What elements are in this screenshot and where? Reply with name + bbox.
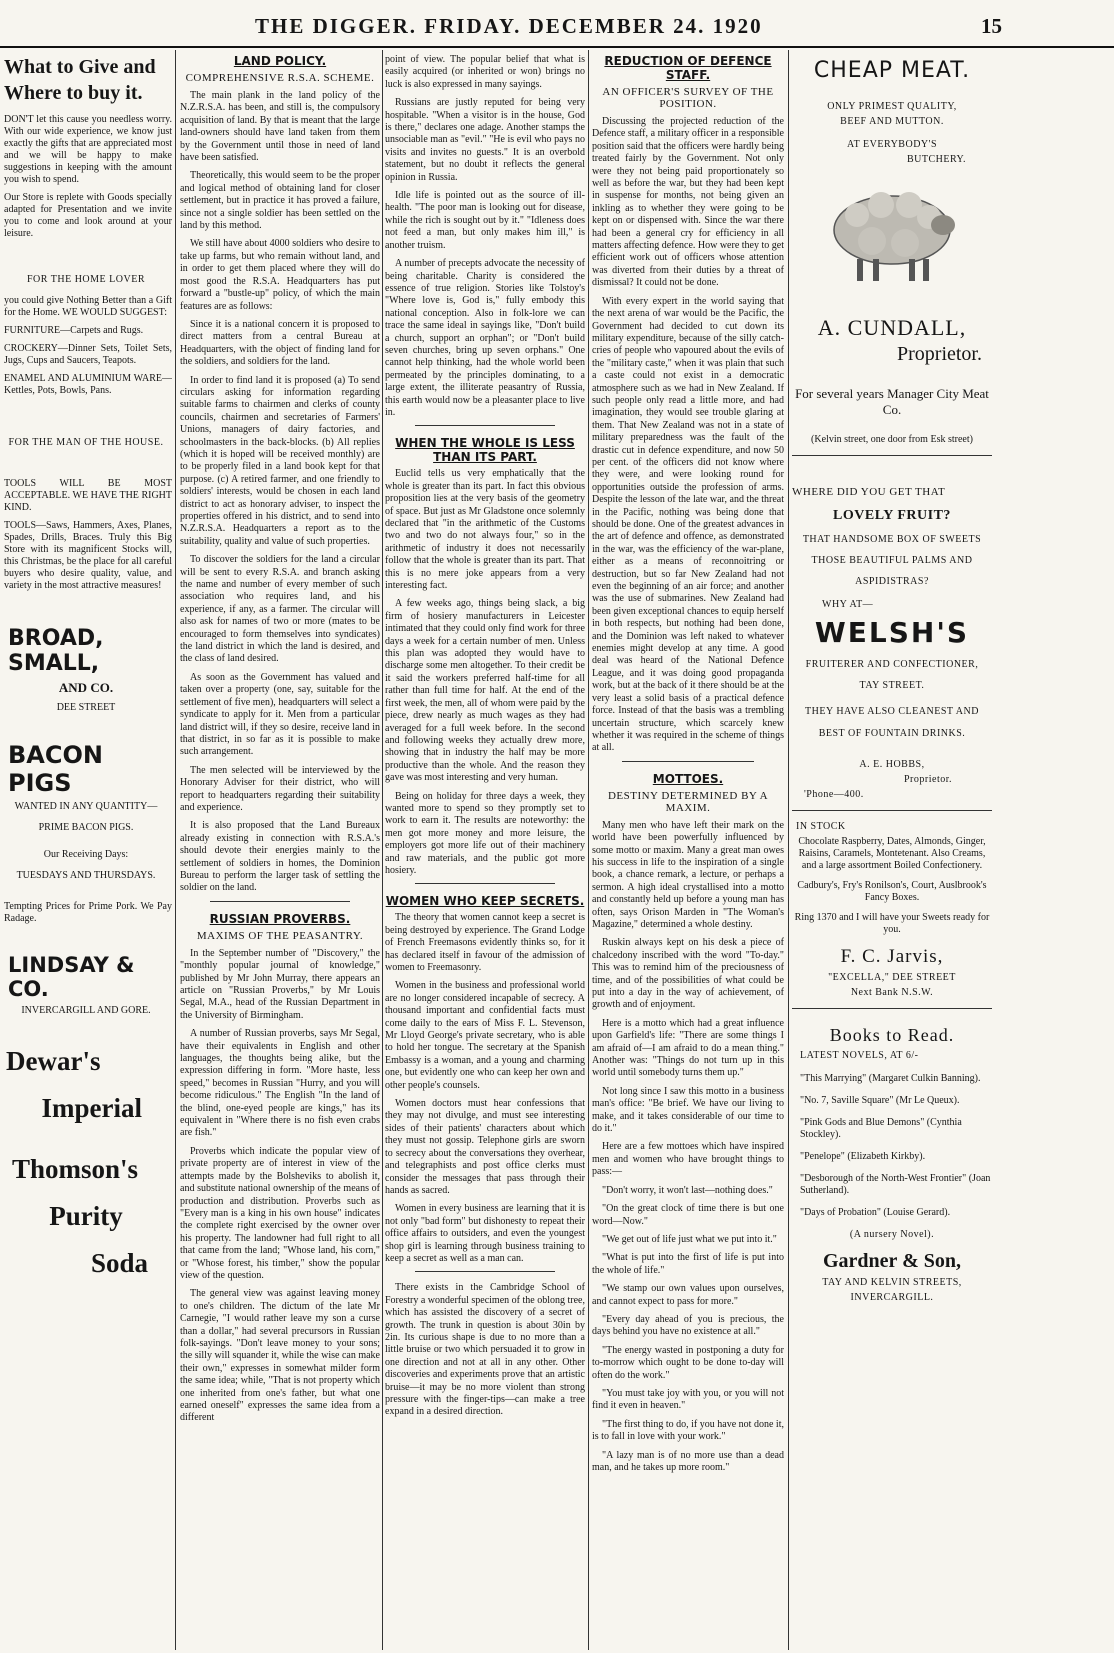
fruit-ad-line: THOSE BEAUTIFUL PALMS AND bbox=[811, 555, 973, 566]
motto-line: "A lazy man is of no more use than a dead man, and he takes up more room." bbox=[592, 1449, 784, 1473]
fruit-ad-line: THAT HANDSOME BOX OF SWEETS bbox=[802, 534, 982, 545]
article-paragraph: With every expert in the world saying that the next arena of war would be the Pacific, the Government had decided to cut down its military expenditure, because of the silly catch-cries of people who vapoured about the evils of the "military caste," when it was plain that such a caste could not exist in a democratic atmosphere such as we had in New Zealand. If such people only read a little more, and had imagination, they would see trouble glaring at them. That New Zealand was not in a state of military preparedness was the fault of the drastic cut in defence expenditure, and now 50 per cent. of the officers did not know where they were, and were looking round for opportunities outside the profession of arms. Despite the lesson of the late war, and the threat in the Pacific, nothing was being done that should be done. One of the greatest advances in the art of defence and offence, as demonstrated in the war, was the efficiency of the war-plane, either as a means of reconnoitring or destruction, but so far New Zealand had not even the beginning of an air force; and another was the use of submarines. New Zealand had been given exceptional chances to equip herself in both respects, but nothing had been done, and the Dominion was left naked to whatever enemies might develop at any time. A good deal was heard of the National Defence League, and it was doing good propaganda work, but at the back of it there should be at the very least a solid basis of a practical defence force. Instead of that the basis was a trembling uncertain structure, which scarcely knew whether it was required in the scheme of things at all. bbox=[592, 295, 784, 754]
fruit-ad-question: WHERE DID YOU GET THAT bbox=[792, 486, 946, 498]
thomsons-ad-line: Thomson's bbox=[12, 1154, 139, 1184]
lindsay-name: LINDSAY & CO. bbox=[8, 953, 135, 1001]
column-advertisements-left bbox=[0, 54, 172, 1295]
article-paragraph: We still have about 4000 soldiers who desire to take up farms, but who remain without land, and in order to get them placed where they will do most good the R.S.A. Headquarters has put forward a "bustle-up" policy, of which the main features are as follows: bbox=[180, 238, 380, 312]
article-paragraph: Since it is a national concern it is proposed to direct matters from a central Bureau at Headquarters, with the object of finding land for the soldiers, and soldiers for the land. bbox=[180, 318, 380, 368]
divider bbox=[792, 1008, 992, 1009]
dewars-ad-line: Dewar's bbox=[6, 1046, 101, 1076]
bacon-pigs-heading: BACON PIGS bbox=[8, 741, 103, 797]
article-paragraph: Ruskin always kept on his desk a piece of chalcedony inscribed with the word "To-day." This was to remind him of the preciousness of time, and of the possibilities of what could be put into a day in the way of achievement, of growth and of enjoyment. bbox=[592, 937, 784, 1011]
masthead bbox=[0, 0, 1114, 48]
stock-list: Chocolate Raspberry, Dates, Almonds, Ginger, Raisins, Caramels, Montetenant. Also Creams, and a large assortment Boiled Confectionery. bbox=[798, 836, 986, 871]
column-defence-and-mottoes bbox=[592, 54, 784, 1480]
article-paragraph: Euclid tells us very emphatically that the whole is greater than its part. In fact this obvious proposition lies at the very basis of the geometry of space. But just as Mr Gladstone once solemnly declared that "in the arithmetic of the Customs two and two do not always four," so in the arithmetic of industry it does not necessarily follow that the whole is greater than its part. That this is no mere joke appears from a very interesting fact. bbox=[385, 468, 585, 592]
book-item: "No. 7, Saville Square" (Mr Le Queux). bbox=[800, 1095, 960, 1106]
jarvis-name: F. C. Jarvis, bbox=[840, 946, 944, 967]
column-rule bbox=[588, 50, 589, 1650]
article-headline: RUSSIAN PROVERBS. bbox=[209, 911, 351, 926]
article-paragraph: A number of Russian proverbs, says Mr Segal, have their equivalents in English and other languages, the thoughts being alike, but the expression differing in form. "More haste, less speed," becomes in Russian "Hurry, and you will become ridiculous." The English "In the land of the blind, one-eyed people are kings," has its equivalent in "Where there is no fish even crabs are fish." bbox=[180, 1028, 380, 1139]
welsh-phone: 'Phone—400. bbox=[804, 789, 864, 800]
gardner-address: TAY AND KELVIN STREETS, bbox=[822, 1277, 962, 1288]
article-headline: MOTTOES. bbox=[652, 771, 724, 786]
welsh-line: FRUITERER AND CONFECTIONER, bbox=[805, 659, 979, 670]
motto-line: "The first thing to do, if you have not done it, is to fall in love with your work." bbox=[592, 1418, 784, 1443]
jarvis-address: "EXCELLA," DEE STREET bbox=[828, 972, 956, 983]
article-paragraph: The men selected will be interviewed by the Honorary Adviser for their district, who will report to headquarters regarding their suitability and experience. bbox=[180, 764, 380, 813]
books-nursery: (A nursery Novel). bbox=[849, 1229, 935, 1240]
gift-ad-text: Our Store is replete with Goods specially adapted for Presentation and we invite you to come and look around at your leisure. bbox=[4, 192, 172, 239]
stock-brands: Cadbury's, Fry's Ronilson's, Court, Auslbrook's Fancy Boxes. bbox=[797, 880, 987, 903]
in-stock-heading: IN STOCK bbox=[796, 821, 846, 832]
welsh-owner: A. E. HOBBS, bbox=[859, 759, 925, 770]
article-paragraph: The theory that women cannot keep a secret is being destroyed by experience. The Grand Lodge of French Freemasons evidently thinks so, for it has declared itself in favour of the admission of women to Freemasonry. bbox=[385, 912, 585, 973]
motto-line: "We stamp our own values upon ourselves, and cannot expect to pass for more." bbox=[592, 1283, 784, 1307]
motto-line: "Every day ahead of you is precious, the days behind you have no existence at all." bbox=[592, 1313, 784, 1338]
article-headline: WHEN THE WHOLE IS LESS THAN ITS PART. bbox=[395, 436, 575, 465]
article-subhead: AN OFFICER'S SURVEY OF THE POSITION. bbox=[602, 86, 774, 110]
thomsons-ad-line: Soda bbox=[90, 1248, 148, 1278]
divider bbox=[415, 1271, 555, 1272]
article-headline: WOMEN WHO KEEP SECRETS. bbox=[385, 894, 585, 909]
meat-ad-line: BUTCHERY. bbox=[906, 154, 966, 165]
jarvis-next: Next Bank N.S.W. bbox=[850, 987, 934, 998]
motto-line: "Don't worry, it won't last—nothing does." bbox=[602, 1184, 773, 1196]
welsh-line: TAY STREET. bbox=[859, 680, 925, 691]
lindsay-address: INVERCARGILL AND GORE. bbox=[21, 1005, 151, 1016]
article-paragraph: Idle life is pointed out as the source of ill-health. "The poor man is looking out for disease, while the rich is sought out by it." "Idleness does not feed a man, but only makes him ill," is another truism. bbox=[385, 190, 585, 251]
page-number: 15 bbox=[981, 14, 1002, 38]
article-paragraph: Women in every business are learning that it is not only "bad form" but dishonesty to repeat their office affairs to outsiders, and even the youngest shop girl is learning through business training to keep a secret as well as a man can. bbox=[385, 1203, 585, 1264]
article-paragraph: As soon as the Government has valued and taken over a property (one, say, suitable for the settlement of five men), headquarters will select a syndicate to apply for it. Men from a particular land district will, if they so desire, receive land in that district, in so far as it is possible to make such arrangement. bbox=[180, 671, 380, 758]
book-item: "Desborough of the North-West Frontier" (Joan Sutherland). bbox=[800, 1173, 991, 1196]
sheep-illustration bbox=[817, 175, 967, 295]
article-paragraph: Russians are justly reputed for being very hospitable. "When a visitor is in the house, God is there," declares one adage. Another stamps the unsociable man as "evil." "He is evil who pays no visits and invites no guests." It is an overbold statement, but no doubt it reflects the general opinion in Russia. bbox=[385, 97, 585, 183]
fruit-ad-line: WHY AT— bbox=[822, 599, 874, 610]
article-paragraph: Being on holiday for three days a week, they wanted more to spend so they promptly set to work to earn it. The results are noteworthy: the men got more money and more leisure, the employers got more life out of their machinery and raw materials, and the public got more hosiery. bbox=[385, 790, 585, 876]
broad-small-name: BROAD, SMALL, bbox=[8, 626, 104, 676]
tools-text: TOOLS—Saws, Hammers, Axes, Planes, Spades, Drills, Braces. Truly this Big Store with its magnificent Stocks will, this Christmas, be the place for all careful buyers who desire quality, value, and variety in the most attractive measures! bbox=[4, 520, 172, 591]
lovely-fruit: LOVELY FRUIT? bbox=[833, 508, 951, 523]
gardner-town: INVERCARGILL. bbox=[850, 1292, 934, 1303]
bacon-wanted: WANTED IN ANY QUANTITY— bbox=[14, 801, 158, 812]
article-paragraph: A few weeks ago, things being slack, a big firm of hosiery manufacturers in Leicester intimated that they could only find work for three days a week for a certain number of men. Unless this plan was adopted they would have to discharge some men altogether. To their credit be it said the workers preferred half-time for all rather than full time for half. At the end of the first week, the men, all of whom were paid by the piece, drew nearly as much wages as they had averaged for a full week before. In the second and following weeks they actually drew more, showing that in industry the half may be more productive than the whole. And the reason they gave was most interesting and very human. bbox=[385, 598, 585, 784]
article-paragraph: Proverbs which indicate the popular view of private property are of interest in view of the attempts made by the Bolsheviks to abolish it, and substitute national ownership of the means of production and distribution. Proverbs such as "Every man is a king in his own house" indicates the complete right exercised by the owner over his property. The landowner had full right to all that came from the land; "Whose land, his corn," or "Whose forest, his timber," show the popular view of the question. bbox=[180, 1145, 380, 1281]
gift-ad-text: DON'T let this cause you needless worry. With our wide experience, we know just exactly the gifts that are appreciated most and we will be happy to make suggestions in keeping with the amount you wish to spend. bbox=[4, 114, 172, 185]
meat-ad-line: BEEF AND MUTTON. bbox=[840, 116, 944, 127]
article-subhead: MAXIMS OF THE PEASANTRY. bbox=[196, 929, 364, 942]
motto-line: "On the great clock of time there is but one word—Now." bbox=[592, 1203, 784, 1227]
man-of-house-heading: FOR THE MAN OF THE HOUSE. bbox=[8, 437, 164, 448]
article-paragraph: point of view. The popular belief that what is easily acquired (or inherited or won) brings no luck is also expressed in many sayings. bbox=[385, 54, 585, 90]
meat-ad-line: ONLY PRIMEST QUALITY, bbox=[827, 101, 957, 112]
cundall-address: (Kelvin street, one door from Esk street) bbox=[811, 434, 973, 445]
bacon-days: TUESDAYS AND THURSDAYS. bbox=[16, 870, 156, 881]
cundall-proprietor: Proprietor. bbox=[897, 343, 982, 365]
article-paragraph: To discover the soldiers for the land a circular will be sent to every R.S.A. and branch asking the name and number of every member of such association who requires land, and his experience, if any, as a farmer. The circular will also ask for names of two or more (mates to be encouraged to form themselves into syndicates) the land district in which the land is desired, and the class of land desired. bbox=[180, 554, 380, 665]
newspaper-title: THE DIGGER. FRIDAY. DECEMBER 24. 1920 bbox=[255, 14, 763, 38]
book-item: "Pink Gods and Blue Demons" (Cynthia Stockley). bbox=[800, 1117, 962, 1140]
column-rule bbox=[382, 50, 383, 1650]
books-latest: LATEST NOVELS, AT 6/- bbox=[800, 1050, 919, 1061]
book-item: "Days of Probation" (Louise Gerard). bbox=[800, 1207, 951, 1218]
article-paragraph: In the September number of "Discovery," the "monthly popular journal of knowledge," published by Mr John Murray, there appears an article on "Russian Proverbs," by Mr Louis Segal, M.A., head of the Russian Department in the University of Birmingham. bbox=[180, 947, 380, 1021]
dewars-ad-line: Imperial bbox=[41, 1093, 142, 1123]
bacon-price: Tempting Prices for Prime Pork. We Pay Radage. bbox=[4, 901, 172, 924]
home-item: FURNITURE—Carpets and Rugs. bbox=[4, 325, 144, 336]
article-paragraph: Women in the business and professional world are no longer considered incapable of secrecy. A thousand important and confidential facts must come daily to the ears of Miss F. L. Stevenson, Mr Lloyd George's private secretary, who is able to hold her tongue. The secretary at the Spanish Embassy is a woman, and a young and charming one, but evidently one who can keep her own and other people's counsels. bbox=[385, 980, 585, 1091]
column-rule bbox=[788, 50, 789, 1650]
motto-line: "We get out of life just what we put into it." bbox=[602, 1233, 777, 1245]
gift-ad-title: What to Give and Where to buy it. bbox=[4, 56, 156, 104]
cundall-former: For several years Manager City Meat Co. bbox=[795, 386, 989, 417]
article-paragraph: Women doctors must hear confessions that they may not divulge, and must see interesting sides of their patients' characters about which they must not gossip. Telephone girls are sworn to secrecy about the conversations they overhear, and telegraphists and post office clerks must consider the messages that pass through their hands as sacred. bbox=[385, 1098, 585, 1196]
divider bbox=[622, 761, 754, 762]
home-lover-heading: FOR THE HOME LOVER bbox=[27, 274, 145, 285]
broad-small-co: AND CO. bbox=[58, 680, 114, 695]
column-advertisements-right bbox=[792, 54, 992, 1307]
home-item: CROCKERY—Dinner Sets, Toilet Sets, Jugs, Cups and Saucers, Teapots. bbox=[4, 343, 172, 366]
broad-small-address: DEE STREET bbox=[56, 702, 116, 713]
meat-ad-line: AT EVERYBODY'S bbox=[846, 139, 938, 150]
article-paragraph: Theoretically, this would seem to be the proper and logical method of obtaining land for closer settlement, but in practice it has proved a failure, since not a single soldier has been settled on the land by this method. bbox=[180, 170, 380, 232]
motto-line: "The energy wasted in postponing a duty for to-morrow which ought to be done to-day will often do the work." bbox=[592, 1344, 784, 1381]
welshs-name: WELSH'S bbox=[814, 616, 970, 649]
article-paragraph: The general view was against leaving money to one's children. The dictum of the late Mr Carnegie, "I would rather leave my son a curse than a dollar," had several precursors in Russian folk-sayings. "Don't leave money to your sons; the silly will squander it, while the wise can make their own," expresses in somewhat milder form the same idea; while, "That is not property which one inherited from one's father, but what one earned oneself" expresses the same idea from a different bbox=[180, 1288, 380, 1424]
column-proverbs-continued bbox=[385, 54, 585, 1425]
book-item: "This Marrying" (Margaret Culkin Banning). bbox=[800, 1073, 981, 1084]
thomsons-ad-line: Purity bbox=[49, 1201, 123, 1231]
article-subhead: DESTINY DETERMINED BY A MAXIM. bbox=[607, 789, 769, 814]
article-headline: LAND POLICY. bbox=[233, 54, 327, 68]
article-paragraph: There exists in the Cambridge School of Forestry a wonderful specimen of the oblong tree, which has assisted the discovery of a secret of growth. The trunk in question is about 30in by 2in. Its curious shape is due to no more than a little bruise or two which persuaded it to grow in one direction and not at all in any other. Other discoveries and experiments prove that an artistic bruise—it may be no more violent than strong pressure with the finger-tips—can make a tree expand in a desired direction. bbox=[385, 1282, 585, 1418]
motto-line: "What is put into the first of life is put into the whole of life." bbox=[592, 1252, 784, 1276]
cheap-meat-heading: CHEAP MEAT. bbox=[813, 58, 971, 83]
divider bbox=[415, 883, 555, 884]
stock-ring: Ring 1370 and I will have your Sweets ready for you. bbox=[794, 912, 990, 935]
bacon-days-label: Our Receiving Days: bbox=[43, 849, 129, 860]
article-paragraph: In order to find land it is proposed (a) To send circulars asking for information regarding suitable farms to chairmen and clerks of county councils, chairmen and secretaries of Farmers' Unions, managers of dairy factories, and schoolmasters in the back-blocks. (b) All replies (which it is hoped will be received monthly) are to be properly filed in a land book kept for that purpose. (c) A retired farmer, and one friendly to soldiers' interests, would be chosen in each land district to act as honorary adviser, to inspect the properties offered in his district, and to send into N.Z.R.S.A. Headquarters a report as to the suitability, quality and value of such properties. bbox=[180, 374, 380, 547]
article-paragraph: Here is a motto which had a great influence upon Garfield's life: "There are some things I am afraid of—I am afraid to do a mean thing." Another was: "Things do not turn up in this world until somebody turns them up." bbox=[592, 1017, 784, 1079]
article-paragraph: Here are a few mottoes which have inspired men and women who have brought things to pass:— bbox=[592, 1141, 784, 1178]
article-paragraph: A number of precepts advocate the necessity of being charitable. Charity is considered the essence of true religion. Stories like Tolstoy's "Where love is, God is," fully embody this national conception. Also in folk-lore we can trace the same ideal in sayings like, "Don't build a church, support an orphan"; or "Don't build seven churches, bring up seven orphans." One cannot help thinking, had the whole world been permeated by the principles dominating, to a large extent, the illiterate peasantry of Russia, this earth would now be a pleasanter place to live in. bbox=[385, 258, 585, 418]
article-paragraph: Many men who have left their mark on the world have been powerfully influenced by some motto or maxim. Many a great man owes his success in life to the inspiration of a single book, a chance remark, a lecture, or perhaps a sermon. A high ideal crystallised into a motto and constantly held up before a young man has often, says Orison Marden in "The Woman's Magazine," determined a whole destiny. bbox=[592, 819, 784, 930]
article-paragraph: The main plank in the land policy of the N.Z.R.S.A. has been, and still is, the compulsory acquisition of land. By that is meant that the large land-owners should have land taken from them by the Government until those in need of land have been satisfied. bbox=[180, 90, 380, 164]
article-paragraph: It is also proposed that the Land Bureaux already existing in connection with R.S.A.'s should devote their energies mainly to the settlement of soldiers in homes, the Dominion Bureau to perform the larger task of settling the soldier on the land. bbox=[180, 820, 380, 894]
divider bbox=[415, 425, 555, 426]
column-land-policy bbox=[180, 54, 380, 1431]
welsh-line: THEY HAVE ALSO CLEANEST AND BEST OF FOUNTAIN DRINKS. bbox=[805, 706, 979, 739]
article-paragraph: Discussing the projected reduction of the Defence staff, a military officer in a responsible position said that the officers were hardly being treated fairly by the Government. Not only were they not being paid proportionately so well as before the war, but they had been kept in suspense for months, not being given an inkling as to whether they were going to be kept on or dispensed with. Since the war there had been a general cry for efficiency in all matters affecting defence. How were they to get efficient work out of officers whose attention was diverted from their duties by a threat of dismissal? It could not be done. bbox=[592, 116, 784, 289]
divider bbox=[792, 810, 992, 811]
tools-text: TOOLS WILL BE MOST ACCEPTABLE. WE HAVE THE RIGHT KIND. bbox=[4, 478, 172, 513]
column-rule bbox=[175, 50, 176, 1650]
gardner-name: Gardner & Son, bbox=[823, 1250, 961, 1272]
motto-line: "You must take joy with you, or you will not find it even in heaven." bbox=[592, 1387, 784, 1412]
bacon-prime: PRIME BACON PIGS. bbox=[38, 822, 134, 833]
books-heading: Books to Read. bbox=[829, 1025, 955, 1045]
article-paragraph: Not long since I saw this motto in a business man's office: "Be brief. We have our living to make, and it takes considerable of our time to do it." bbox=[592, 1085, 784, 1135]
welsh-proprietor: Proprietor. bbox=[904, 774, 952, 785]
article-headline: REDUCTION OF DEFENCE STAFF. bbox=[604, 54, 772, 82]
cundall-name: A. CUNDALL, bbox=[817, 315, 967, 340]
article-subhead: COMPREHENSIVE R.S.A. SCHEME. bbox=[185, 72, 375, 84]
home-lover-text: you could give Nothing Better than a Gift for the Home. WE WOULD SUGGEST: bbox=[4, 295, 172, 318]
fruit-ad-line: ASPIDISTRAS? bbox=[855, 576, 929, 587]
divider bbox=[210, 901, 350, 902]
divider bbox=[792, 455, 992, 456]
home-item: ENAMEL AND ALUMINIUM WARE—Kettles, Pots, Bowls, Pans. bbox=[4, 373, 172, 396]
book-item: "Penelope" (Elizabeth Kirkby). bbox=[800, 1151, 926, 1162]
